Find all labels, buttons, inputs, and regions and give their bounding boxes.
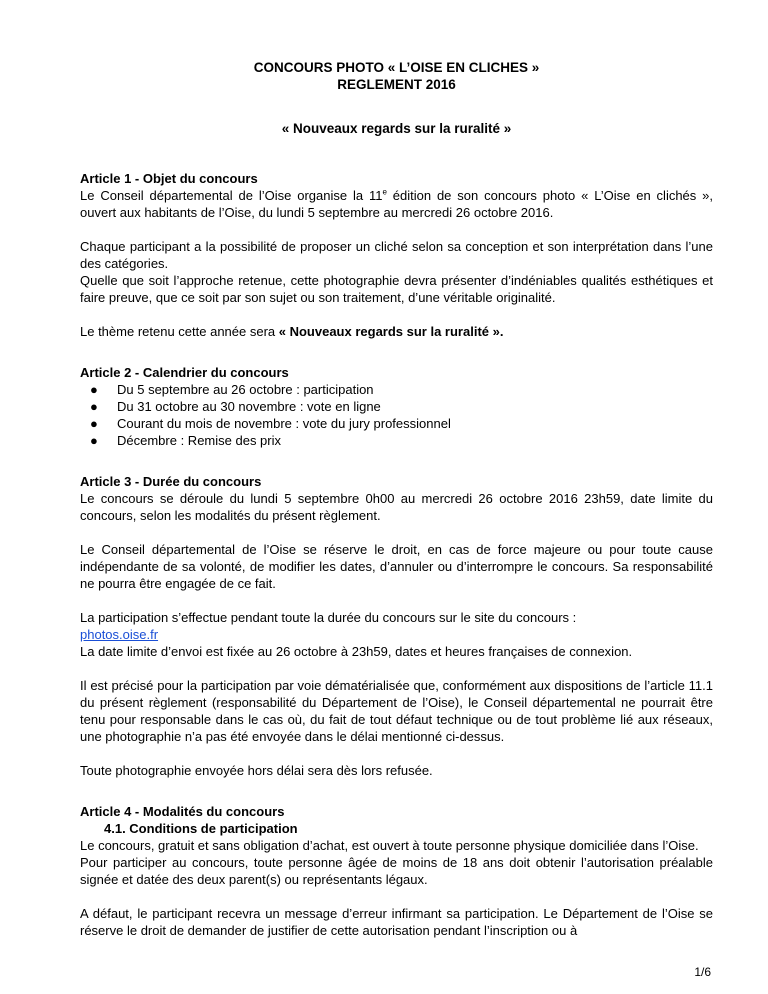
bullet-icon: ● bbox=[90, 416, 98, 431]
list-item: ● Décembre : Remise des prix bbox=[90, 433, 281, 448]
title-line-2: REGLEMENT 2016 bbox=[337, 77, 456, 92]
document-subtitle: « Nouveaux regards sur la ruralité » bbox=[281, 121, 512, 136]
list-item: ● Du 5 septembre au 26 octobre : participation bbox=[90, 382, 374, 397]
document-title bbox=[80, 59, 713, 93]
article-3-paragraph-6: Toute photographie envoyée hors délai sera dès lors refusée. bbox=[80, 763, 433, 778]
article-2 bbox=[80, 364, 713, 449]
article-3-paragraph-1: Le concours se déroule du lundi 5 septembre 0h00 au mercredi 26 octobre 2016 23h59, date limite du concours, selon les modalités du présent règlement. bbox=[80, 491, 713, 523]
article-4-paragraph-2: Pour participer au concours, toute personne âgée de moins de 18 ans doit obtenir l’autorisation préalable signée et datée des deux parent(s) ou représentants légaux. bbox=[80, 855, 713, 887]
article-2-heading: Article 2 - Calendrier du concours bbox=[80, 365, 289, 380]
article-4 bbox=[80, 803, 713, 939]
bullet-icon: ● bbox=[90, 399, 98, 414]
article-4-paragraph-3: A défaut, le participant recevra un message d’erreur infirmant sa participation. Le Département de l’Oise se réserve le droit de demander de justifier de cette autorisation pendant l’inscription ou à bbox=[80, 906, 713, 938]
article-3-paragraph-2: Le Conseil départemental de l’Oise se réserve le droit, en cas de force majeure ou pour toute cause indépendante de sa volonté, de modifier les dates, d’annuler ou d’interrompre le concours. Sa responsabilité ne pourra être engagée de ce fait. bbox=[80, 542, 713, 591]
article-3-paragraph-3: La participation s’effectue pendant toute la durée du concours sur le site du concours : bbox=[80, 610, 577, 625]
contest-site-link[interactable]: photos.oise.fr bbox=[80, 627, 159, 642]
title-line-1: CONCOURS PHOTO « L’OISE EN CLICHES » bbox=[253, 60, 540, 75]
article-4-heading: Article 4 - Modalités du concours bbox=[80, 804, 285, 819]
list-item: ● Du 31 octobre au 30 novembre : vote en ligne bbox=[90, 399, 381, 414]
article-3-link-line bbox=[80, 626, 713, 643]
document-body bbox=[80, 59, 713, 939]
article-1-paragraph-2: Chaque participant a la possibilité de proposer un cliché selon sa conception et son interprétation dans l’une des catégories. bbox=[80, 239, 713, 271]
list-item: ● Courant du mois de novembre : vote du jury professionnel bbox=[90, 416, 451, 431]
article-1-heading: Article 1 - Objet du concours bbox=[80, 171, 258, 186]
article-1 bbox=[80, 170, 713, 340]
article-3 bbox=[80, 473, 713, 779]
article-3-paragraph-4: La date limite d’envoi est fixée au 26 octobre à 23h59, dates et heures françaises de connexion. bbox=[80, 644, 633, 659]
article-1-paragraph-3: Quelle que soit l’approche retenue, cette photographie devra présenter d’indéniables qualités esthétiques et faire preuve, que ce soit par son sujet ou son traitement, d’une véritable originalité. bbox=[80, 273, 713, 305]
article-1-paragraph-4: Le thème retenu cette année sera « Nouveaux regards sur la ruralité ». bbox=[80, 324, 504, 339]
article-1-paragraph-1: Le Conseil départemental de l’Oise organise la 11e édition de son concours photo « L’Oise en clichés », ouvert aux habitants de l’Oise, du lundi 5 septembre au mercredi 26 octobre 2016. bbox=[80, 187, 713, 220]
bullet-icon: ● bbox=[90, 382, 98, 397]
article-3-paragraph-5: Il est précisé pour la participation par voie dématérialisée que, conformément aux dispositions de l’article 11.1 du présent règlement (responsabilité du Département de l’Oise), le Conseil départemental ne pourrait être tenu pour responsable dans le cas où, du fait de tout défaut technique ou de tout problème lié aux réseaux, une photographie n’a pas été envoyée dans le délai mentionné ci-dessus. bbox=[80, 678, 713, 744]
page-number: 1/6 bbox=[694, 965, 711, 979]
article-4-subheading: 4.1. Conditions de participation bbox=[104, 821, 298, 836]
calendar-list bbox=[80, 381, 713, 449]
article-4-paragraph-1: Le concours, gratuit et sans obligation d’achat, est ouvert à toute personne physique domiciliée dans l’Oise. bbox=[80, 838, 699, 853]
bullet-icon: ● bbox=[90, 433, 98, 448]
article-3-heading: Article 3 - Durée du concours bbox=[80, 474, 262, 489]
